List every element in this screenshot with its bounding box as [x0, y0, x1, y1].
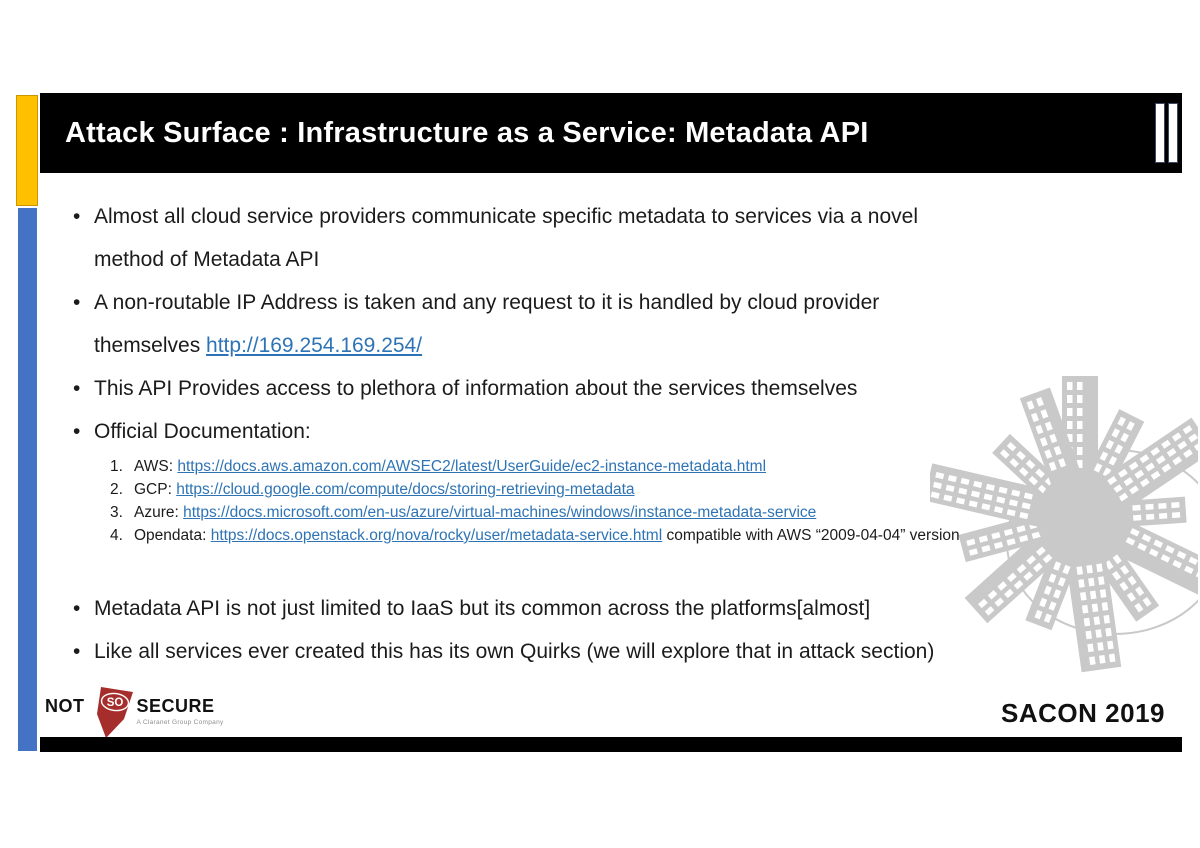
logo-word-secure: SECURE: [136, 696, 215, 716]
pause-bar: [1155, 103, 1165, 163]
slide-title: Attack Surface : Infrastructure as a Service: Metadata API: [65, 116, 869, 149]
doc-item-number: 3.: [110, 504, 123, 521]
doc-item-number: 2.: [110, 481, 123, 498]
bullet-item: [72, 367, 1170, 410]
bullet-line: [94, 238, 1170, 281]
logo-red-shape: [88, 686, 134, 738]
logo-tagline: A Claranet Group Company: [136, 719, 224, 726]
pause-bar: [1168, 103, 1178, 163]
doc-hyperlink[interactable]: https://docs.microsoft.com/en-us/azure/virtual-machines/windows/instance-metadata-service: [183, 504, 817, 521]
accent-bar-blue: [18, 208, 37, 751]
bullet-item: [72, 587, 1170, 630]
bullet-text: Like all services ever created this has its own Quirks (we will explore that in attack section): [94, 640, 935, 663]
doc-item-label: GCP:: [134, 481, 177, 498]
bullet-line: [94, 281, 1170, 324]
doc-item: [110, 501, 1170, 524]
bullet-list-bottom: [72, 587, 1170, 673]
bullet-item: [72, 630, 1170, 673]
conference-label: SACON 2019: [1001, 698, 1165, 728]
bullet-list: [72, 195, 1170, 453]
slide-title-bar: [40, 93, 1182, 173]
bullet-line: [94, 195, 1170, 238]
bullet-item: [72, 281, 1170, 367]
doc-item-number: 1.: [110, 458, 123, 475]
bullet-text: themselves: [94, 334, 207, 357]
bullet-text: Almost all cloud service providers communicate specific metadata to services via a novel: [94, 205, 919, 228]
doc-item-label: Azure:: [134, 504, 184, 521]
bullet-line: [94, 410, 1170, 453]
doc-item-label: AWS:: [134, 458, 178, 475]
bullet-item: [72, 410, 1170, 453]
bullet-text: A non-routable IP Address is taken and any request to it is handled by cloud provider: [94, 291, 880, 314]
doc-item: [110, 455, 1170, 478]
doc-item: [110, 524, 1170, 547]
doc-hyperlink[interactable]: https://docs.aws.amazon.com/AWSEC2/latest/UserGuide/ec2-instance-metadata.html: [177, 458, 767, 475]
doc-item: [110, 478, 1170, 501]
bullet-item: [72, 195, 1170, 281]
bullet-marker: •: [73, 640, 81, 663]
bullet-line: [94, 367, 1170, 410]
doc-item-suffix: compatible with AWS “2009-04-04” version: [662, 527, 960, 544]
bullet-text: Metadata API is not just limited to IaaS but its common across the platforms[almost]: [94, 597, 871, 620]
bullet-marker: •: [73, 377, 81, 400]
hyperlink[interactable]: http://169.254.169.254/: [206, 334, 423, 357]
bullet-line: [94, 587, 1170, 630]
doc-item-number: 4.: [110, 527, 123, 544]
bullet-text: method of Metadata API: [94, 248, 320, 271]
bullet-text: This API Provides access to plethora of information about the services themselves: [94, 377, 858, 400]
notsosecure-logo: [45, 686, 224, 738]
bullet-text: Official Documentation:: [94, 420, 311, 443]
slide-body: [72, 195, 1170, 673]
bullet-marker: •: [73, 205, 81, 228]
logo-word-not: NOT: [45, 696, 85, 716]
bullet-line: [94, 324, 1170, 367]
logo-word-so: SO: [106, 697, 123, 709]
bullet-marker: •: [73, 597, 81, 620]
doc-hyperlink[interactable]: https://docs.openstack.org/nova/rocky/user/metadata-service.html: [210, 527, 663, 544]
doc-item-label: Opendata:: [134, 527, 211, 544]
bullet-line: [94, 630, 1170, 673]
accent-bar-yellow: [16, 95, 38, 206]
bullet-marker: •: [73, 420, 81, 443]
bottom-bar: [40, 737, 1182, 752]
logo-right-block: [137, 696, 224, 726]
doc-hyperlink[interactable]: https://cloud.google.com/compute/docs/storing-retrieving-metadata: [176, 481, 635, 498]
bullet-marker: •: [73, 291, 81, 314]
documentation-link-list: [110, 455, 1170, 547]
pause-bars-icon: [1155, 103, 1178, 163]
